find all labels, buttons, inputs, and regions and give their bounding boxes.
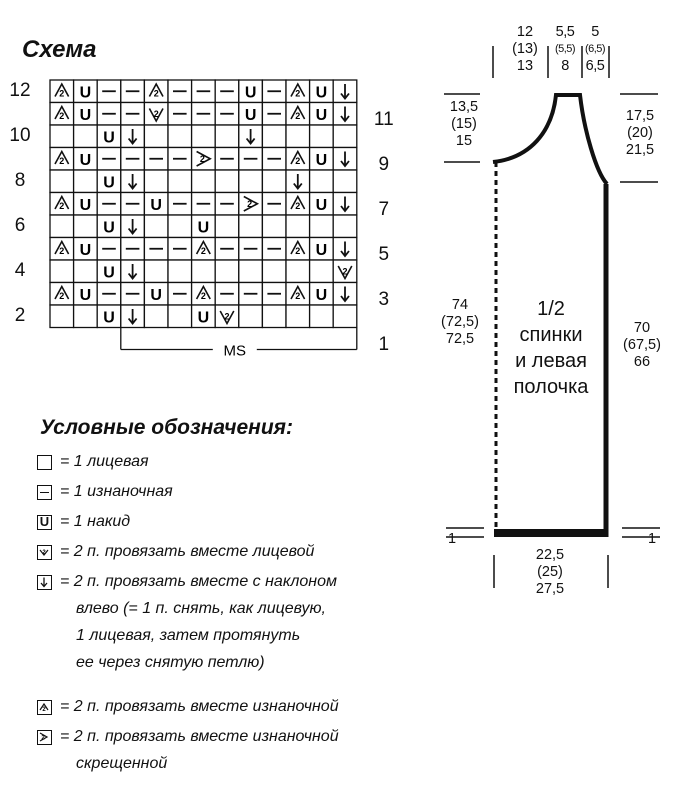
legend-item-ssk-line-4: ее через снятую петлю)	[76, 654, 265, 671]
legend-title: Условные обозначения:	[40, 416, 294, 439]
legend-item-p2tog: = 2 п. провязать вместе изнаночной	[60, 698, 339, 715]
svg-text:2: 2	[153, 88, 159, 99]
row-number-left: 8	[14, 170, 26, 191]
svg-text:2: 2	[295, 110, 301, 121]
svg-text:U: U	[315, 151, 328, 169]
svg-text:2: 2	[41, 735, 45, 742]
svg-text:U: U	[103, 129, 115, 147]
legend-item-p2tog-tbl-line-2: скрещенной	[76, 755, 168, 772]
svg-text:2: 2	[295, 155, 301, 166]
armhole-depth-left: 13,5 (15) 15	[449, 99, 479, 149]
svg-text:2: 2	[59, 200, 65, 211]
svg-text:U: U	[197, 309, 210, 327]
band-label-left: 1	[447, 531, 457, 547]
legend-item-ssk-line-1: = 2 п. провязать вместе с наклоном	[60, 573, 337, 590]
svg-text:U: U	[244, 84, 257, 102]
svg-text:2: 2	[59, 155, 65, 166]
svg-text:2: 2	[59, 245, 65, 256]
row-number-left: 10	[9, 125, 31, 146]
svg-text:2: 2	[42, 707, 46, 713]
svg-text:U: U	[79, 151, 92, 169]
repeat-label: MS	[223, 342, 247, 360]
chart-title: Схема	[22, 36, 97, 63]
svg-text:U: U	[315, 84, 328, 102]
bottom-width: 22,5 (25) 27,5	[535, 547, 565, 597]
shoulder-width: 12 (13) 13	[512, 24, 538, 74]
svg-text:2: 2	[224, 311, 230, 322]
svg-text:U: U	[244, 106, 257, 124]
row-number-right: 9	[378, 153, 390, 175]
svg-text:2: 2	[295, 290, 301, 301]
svg-text:2: 2	[342, 266, 348, 277]
row-number-right: 1	[378, 333, 390, 355]
svg-text:U: U	[315, 241, 328, 259]
legend-item-k2tog: = 2 п. провязать вместе лицевой	[60, 543, 315, 560]
svg-text:U: U	[79, 84, 92, 102]
band-label-right: 1	[647, 531, 657, 547]
svg-text:2: 2	[295, 200, 301, 211]
row-number-left: 4	[14, 260, 26, 281]
row-number-right: 3	[378, 288, 390, 310]
svg-text:U: U	[315, 286, 328, 304]
svg-text:U: U	[103, 309, 115, 327]
svg-text:2: 2	[59, 110, 65, 121]
svg-text:2: 2	[59, 290, 65, 301]
neck-width-back: 5,5 (5,5) 8	[554, 24, 576, 74]
row-number-left: 12	[9, 80, 31, 101]
legend-item-purl: = 1 изнаночная	[60, 483, 173, 500]
svg-text:U: U	[197, 219, 210, 237]
svg-text:2: 2	[200, 290, 206, 301]
svg-text:2: 2	[247, 198, 253, 209]
svg-text:2: 2	[59, 88, 65, 99]
svg-text:U: U	[315, 196, 328, 214]
svg-text:2: 2	[42, 550, 46, 556]
legend-item-yarn-over: = 1 накид	[60, 513, 131, 530]
svg-text:2: 2	[200, 245, 206, 256]
svg-text:U: U	[103, 174, 115, 192]
row-number-right: 7	[378, 198, 390, 220]
svg-text:U: U	[150, 286, 162, 304]
neck-outline	[493, 95, 607, 184]
svg-text:U: U	[79, 196, 92, 214]
svg-text:U: U	[150, 196, 162, 214]
svg-text:U: U	[103, 264, 115, 282]
length-right: 70 (67,5) 66	[623, 320, 661, 370]
svg-text:U: U	[79, 106, 92, 124]
neck-width-front: 5 (6,5) 6,5	[584, 24, 606, 74]
svg-text:2: 2	[199, 153, 205, 164]
piece-label: 1/2 спинки и левая полочка	[513, 298, 589, 398]
legend-item-knit: = 1 лицевая	[60, 453, 149, 470]
row-number-left: 2	[14, 305, 26, 326]
svg-text:2: 2	[295, 245, 301, 256]
svg-text:2: 2	[153, 108, 159, 119]
svg-text:2: 2	[295, 88, 301, 99]
row-number-right: 5	[378, 243, 390, 265]
row-number-left: 6	[14, 215, 26, 236]
legend-item-p2tog-tbl-line-1: = 2 п. провязать вместе изнаночной	[60, 728, 339, 745]
svg-text:U: U	[315, 106, 328, 124]
svg-text:U: U	[103, 219, 115, 237]
svg-text:U: U	[79, 241, 92, 259]
total-length-left: 74 (72,5) 72,5	[441, 297, 479, 347]
svg-text:U: U	[79, 286, 92, 304]
u-square-icon: U	[37, 515, 52, 530]
legend-item-ssk-line-2: влево (= 1 п. снять, как лицевую,	[76, 600, 326, 617]
row-number-right: 11	[373, 108, 394, 130]
legend-item-ssk-line-3: 1 лицевая, затем протянуть	[76, 627, 301, 644]
armhole-depth-right: 17,5 (20) 21,5	[625, 108, 655, 158]
